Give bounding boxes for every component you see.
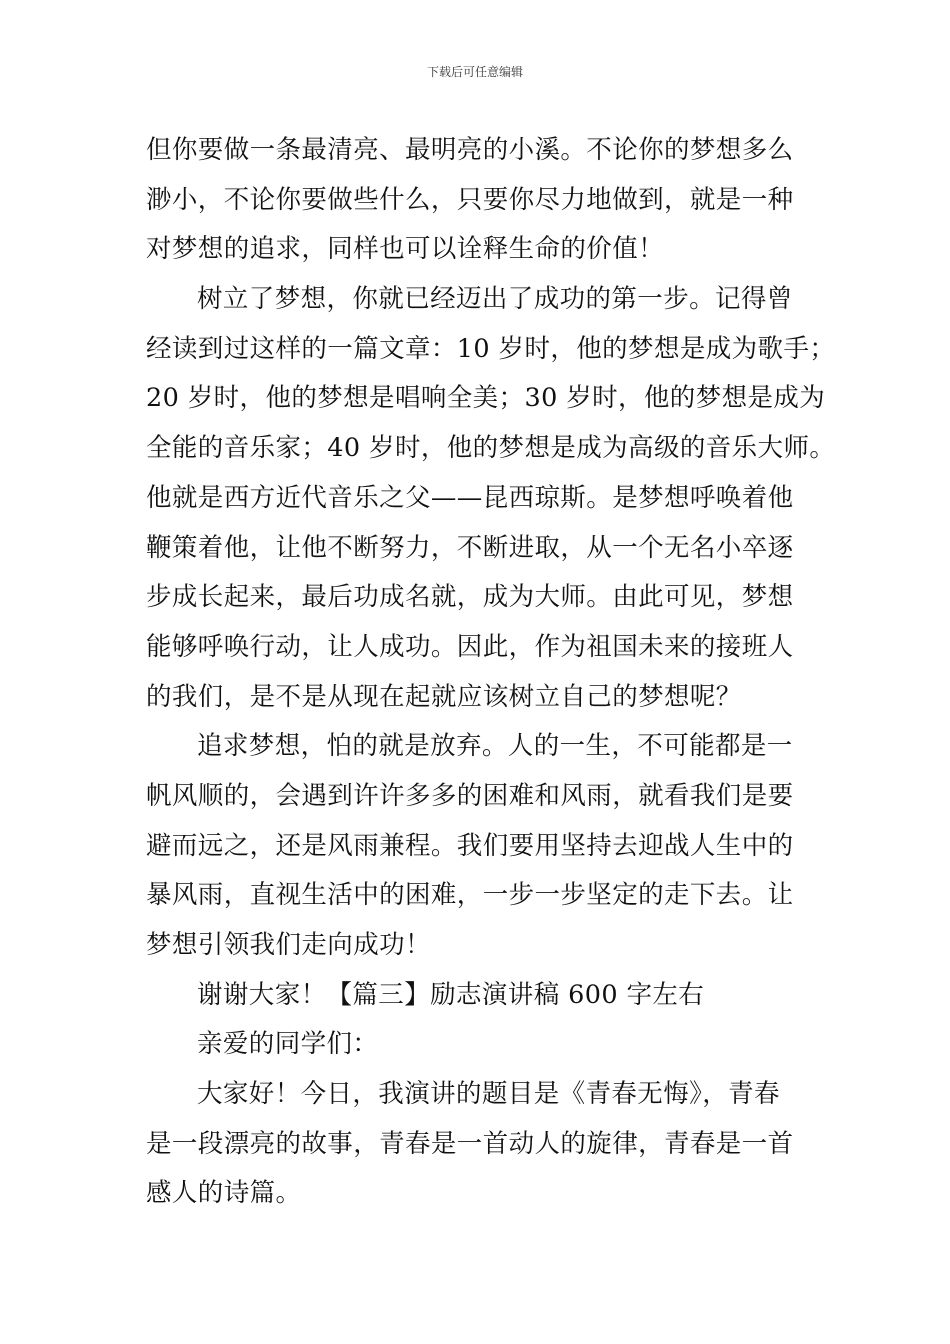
text-line: 感人的诗篇。: [146, 1178, 302, 1209]
text-line: 谢谢大家！【篇三】励志演讲稿 600 字左右: [197, 979, 705, 1010]
text-line: 树立了梦想，你就已经迈出了成功的第一步。记得曾: [197, 284, 793, 315]
text-line: 步成长起来，最后功成名就，成为大师。由此可见，梦想: [146, 582, 794, 613]
text-line: 对梦想的追求，同样也可以诠释生命的价值！: [146, 234, 665, 265]
text-line: 大家好！今日，我演讲的题目是《青春无悔》，青春: [197, 1079, 780, 1110]
text-line: 梦想引领我们走向成功！: [146, 930, 431, 960]
text-line: 全能的音乐家；40 岁时，他的梦想是成为高级的音乐大师。: [146, 433, 836, 464]
text-line: 能够呼唤行动，让人成功。因此，作为祖国未来的接班人: [146, 631, 794, 662]
text-line: 避而远之，还是风雨兼程。我们要用坚持去迎战人生中的: [146, 830, 794, 861]
text-line: 鞭策着他，让他不断努力，不断进取，从一个无名小卒逐: [146, 532, 794, 563]
text-line: 暴风雨，直视生活中的困难，一步一步坚定的走下去。让: [146, 880, 794, 911]
text-line: 是一段漂亮的故事，青春是一首动人的旋律，青春是一首: [146, 1128, 794, 1159]
text-line: 的我们，是不是从现在起就应该树立自己的梦想呢？: [146, 681, 742, 712]
document-body: [146, 126, 836, 1219]
text-line: 20 岁时，他的梦想是唱响全美；30 岁时，他的梦想是成为: [146, 383, 826, 414]
text-line: 追求梦想，怕的就是放弃。人的一生，不可能都是一: [197, 731, 793, 762]
text-line: 亲爱的同学们：: [197, 1029, 379, 1060]
text-line: 他就是西方近代音乐之父——昆西琼斯。是梦想呼唤着他: [146, 482, 794, 513]
text-line: 经读到过这样的一篇文章：10 岁时，他的梦想是成为歌手；: [146, 333, 836, 364]
text-line: 但你要做一条最清亮、最明亮的小溪。不论你的梦想多么: [146, 135, 794, 165]
text-line: 帆风顺的，会遇到许许多多的困难和风雨，就看我们是要: [146, 780, 794, 811]
page-header: 下载后可任意编辑: [426, 65, 523, 79]
text-line: 渺小，不论你要做些什么，只要你尽力地做到，就是一种: [146, 184, 794, 215]
